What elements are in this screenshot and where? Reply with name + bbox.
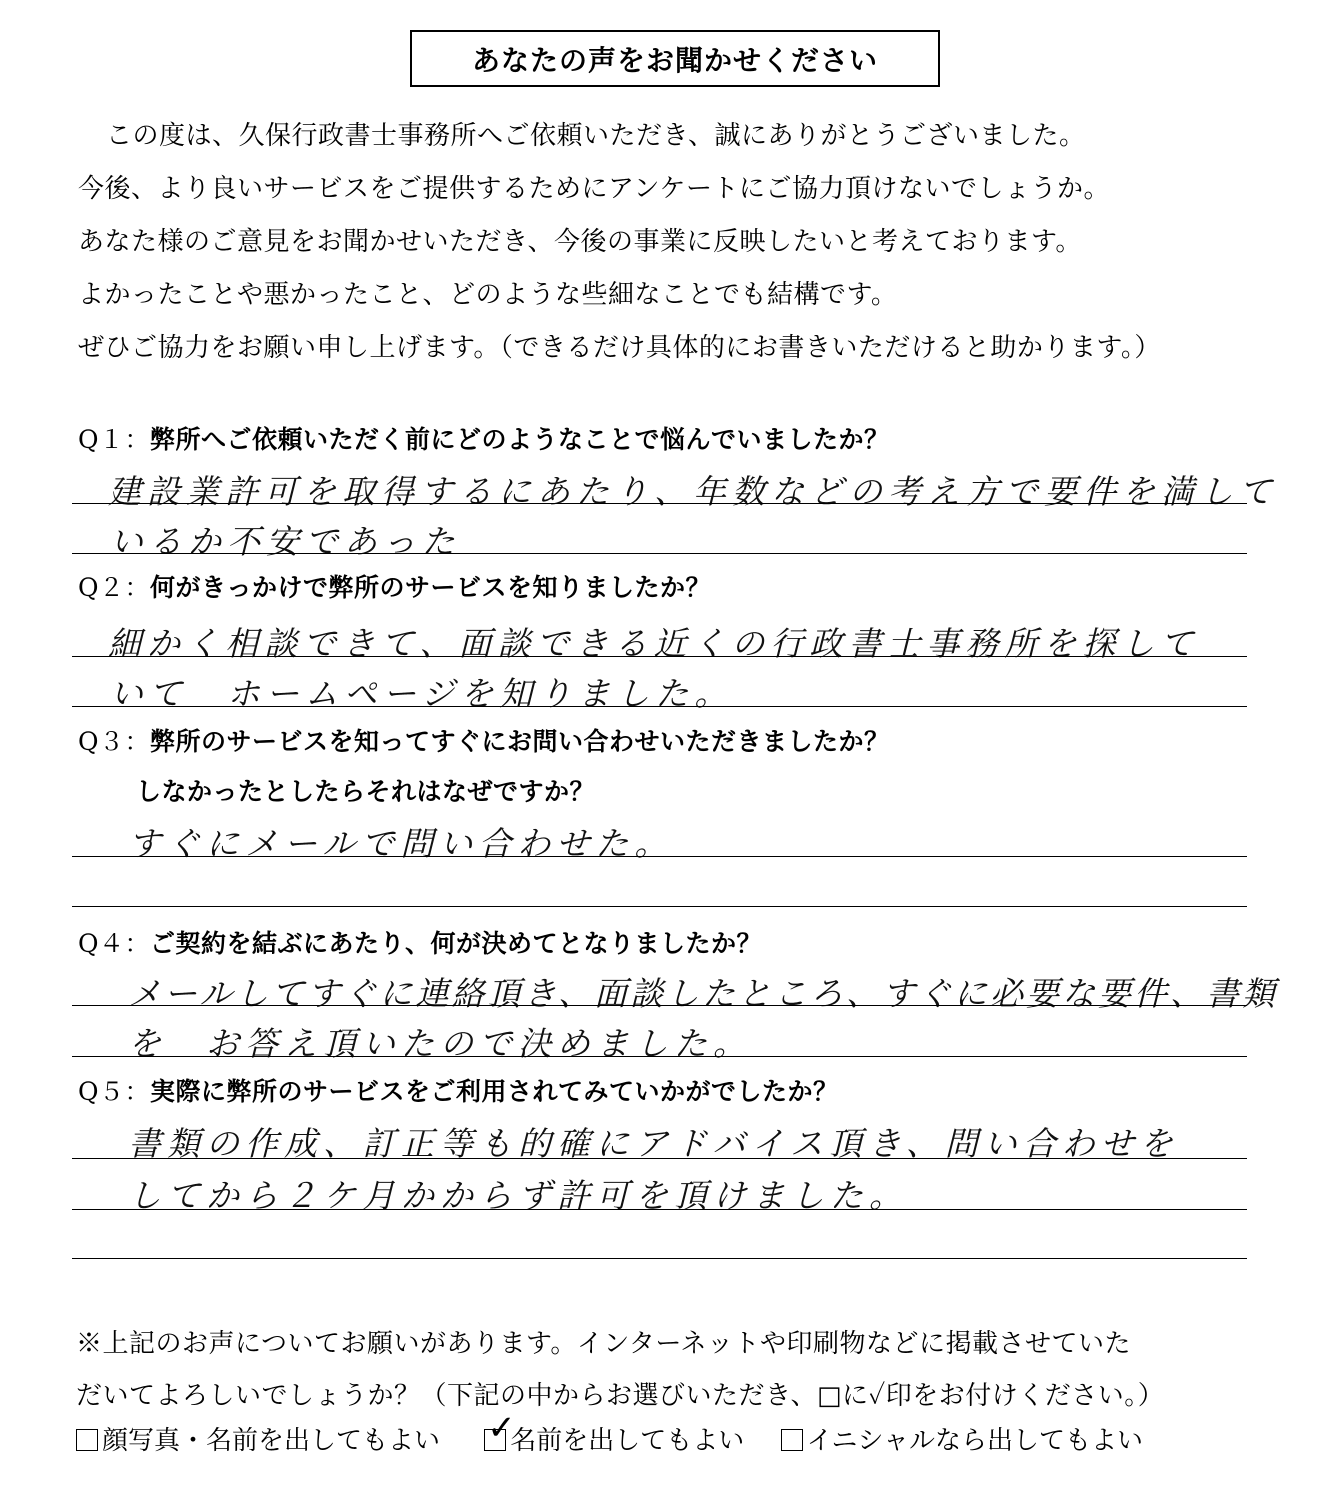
answer-rule: [72, 503, 1247, 504]
question-text: 何がきっかけで弊所のサービスを知りましたか？: [150, 573, 712, 602]
question-2: [78, 568, 711, 604]
handwritten-answer-line: 建設業許可を取得するにあたり、年数などの考え方で要件を満して: [108, 472, 1278, 511]
question-text: 実際に弊所のサービスをご利用されてみていかがでしたか？: [150, 1077, 839, 1106]
checkbox-initials[interactable]: [781, 1429, 803, 1451]
handwritten-answer-line: 書類の作成、訂正等も的確にアドバイス頂き、問い合わせを: [128, 1124, 1179, 1163]
answer-rule: [72, 1158, 1247, 1159]
handwritten-answer-line: すぐにメールで問い合わせた。: [128, 824, 674, 863]
question-text: ご契約を結ぶにあたり、何が決めてとなりましたか？: [150, 929, 763, 958]
answer-rule: [72, 1056, 1247, 1057]
page-title: あなたの声をお聞かせください: [410, 30, 940, 87]
question-number: Q３：: [78, 727, 150, 756]
checkbox-name-only[interactable]: [484, 1408, 516, 1451]
publication-consent-note: [76, 1318, 1296, 1422]
question-number: Q１：: [78, 425, 150, 454]
option-label: イニシャルなら出してもよい: [806, 1426, 1144, 1456]
consent-line: だいてよろしいでしょうか？（下記の中からお選びいただき、□に✓印をお付けください。）: [76, 1381, 1165, 1411]
handwritten-answer-line: メールしてすぐに連絡頂き、面談したところ、すぐに必要な要件、書類: [128, 974, 1279, 1013]
answer-rule: [72, 856, 1247, 857]
handwritten-answer-line: を お答え頂いたので決めました。: [128, 1024, 752, 1063]
intro-line: あなた様のご意見をお聞かせいただき、今後の事業に反映したいと考えております。: [78, 227, 1082, 257]
question-number: Q５：: [78, 1077, 150, 1106]
answer-rule: [72, 656, 1247, 657]
question-4: [78, 924, 762, 960]
option-name-only[interactable]: [484, 1408, 745, 1457]
handwritten-answer-line: 細かく相談できて、面談できる近くの行政書士事務所を探して: [108, 624, 1200, 663]
answer-rule: [72, 1005, 1247, 1006]
intro-line: よかったことや悪かったこと、どのような些細なことでも結構です。: [78, 280, 898, 310]
question-number: Q２：: [78, 573, 150, 602]
intro-line: ぜひご協力をお願い申し上げます。（できるだけ具体的にお書きいただけると助かります。）: [78, 333, 1161, 363]
consent-options: [76, 1408, 1179, 1457]
intro-line: この度は、久保行政書士事務所へご依頼いただき、誠にありがとうございました。: [106, 121, 1086, 151]
handwritten-answer-line: いて ホームページを知りました。: [110, 674, 734, 713]
checkbox-photo-and-name[interactable]: [76, 1429, 98, 1451]
intro-paragraph: [78, 110, 1278, 375]
option-initials[interactable]: [781, 1420, 1143, 1457]
answer-rule: [72, 706, 1247, 707]
question-3: [78, 722, 890, 758]
answer-rule: [72, 553, 1247, 554]
handwritten-answer-line: してから２ケ月かからず許可を頂けました。: [128, 1176, 908, 1215]
intro-line: 今後、より良いサービスをご提供するためにアンケートにご協力頂けないでしょうか。: [78, 174, 1110, 204]
answer-rule: [72, 906, 1247, 907]
option-label: 名前を出してもよい: [510, 1426, 745, 1456]
option-label: 顔写真・名前を出してもよい: [102, 1426, 441, 1456]
handwritten-answer-line: いるか不安であった: [110, 522, 461, 561]
option-photo-and-name[interactable]: [76, 1420, 440, 1457]
question-text: 弊所のサービスを知ってすぐにお問い合わせいただきましたか？: [150, 727, 890, 756]
question-5: [78, 1072, 839, 1108]
answer-rule: [72, 1258, 1247, 1259]
question-3-subtext: しなかったとしたらそれはなぜですか？: [136, 777, 596, 806]
answer-rule: [72, 1209, 1247, 1210]
question-1: [78, 420, 890, 456]
question-number: Q４：: [78, 929, 150, 958]
check-mark-icon: ✓: [487, 1408, 516, 1448]
question-text: 弊所へご依頼いただく前にどのようなことで悩んでいましたか？: [150, 425, 890, 454]
consent-line: ※上記のお声についてお願いがあります。インターネットや印刷物などに掲載させていた: [76, 1329, 1132, 1359]
